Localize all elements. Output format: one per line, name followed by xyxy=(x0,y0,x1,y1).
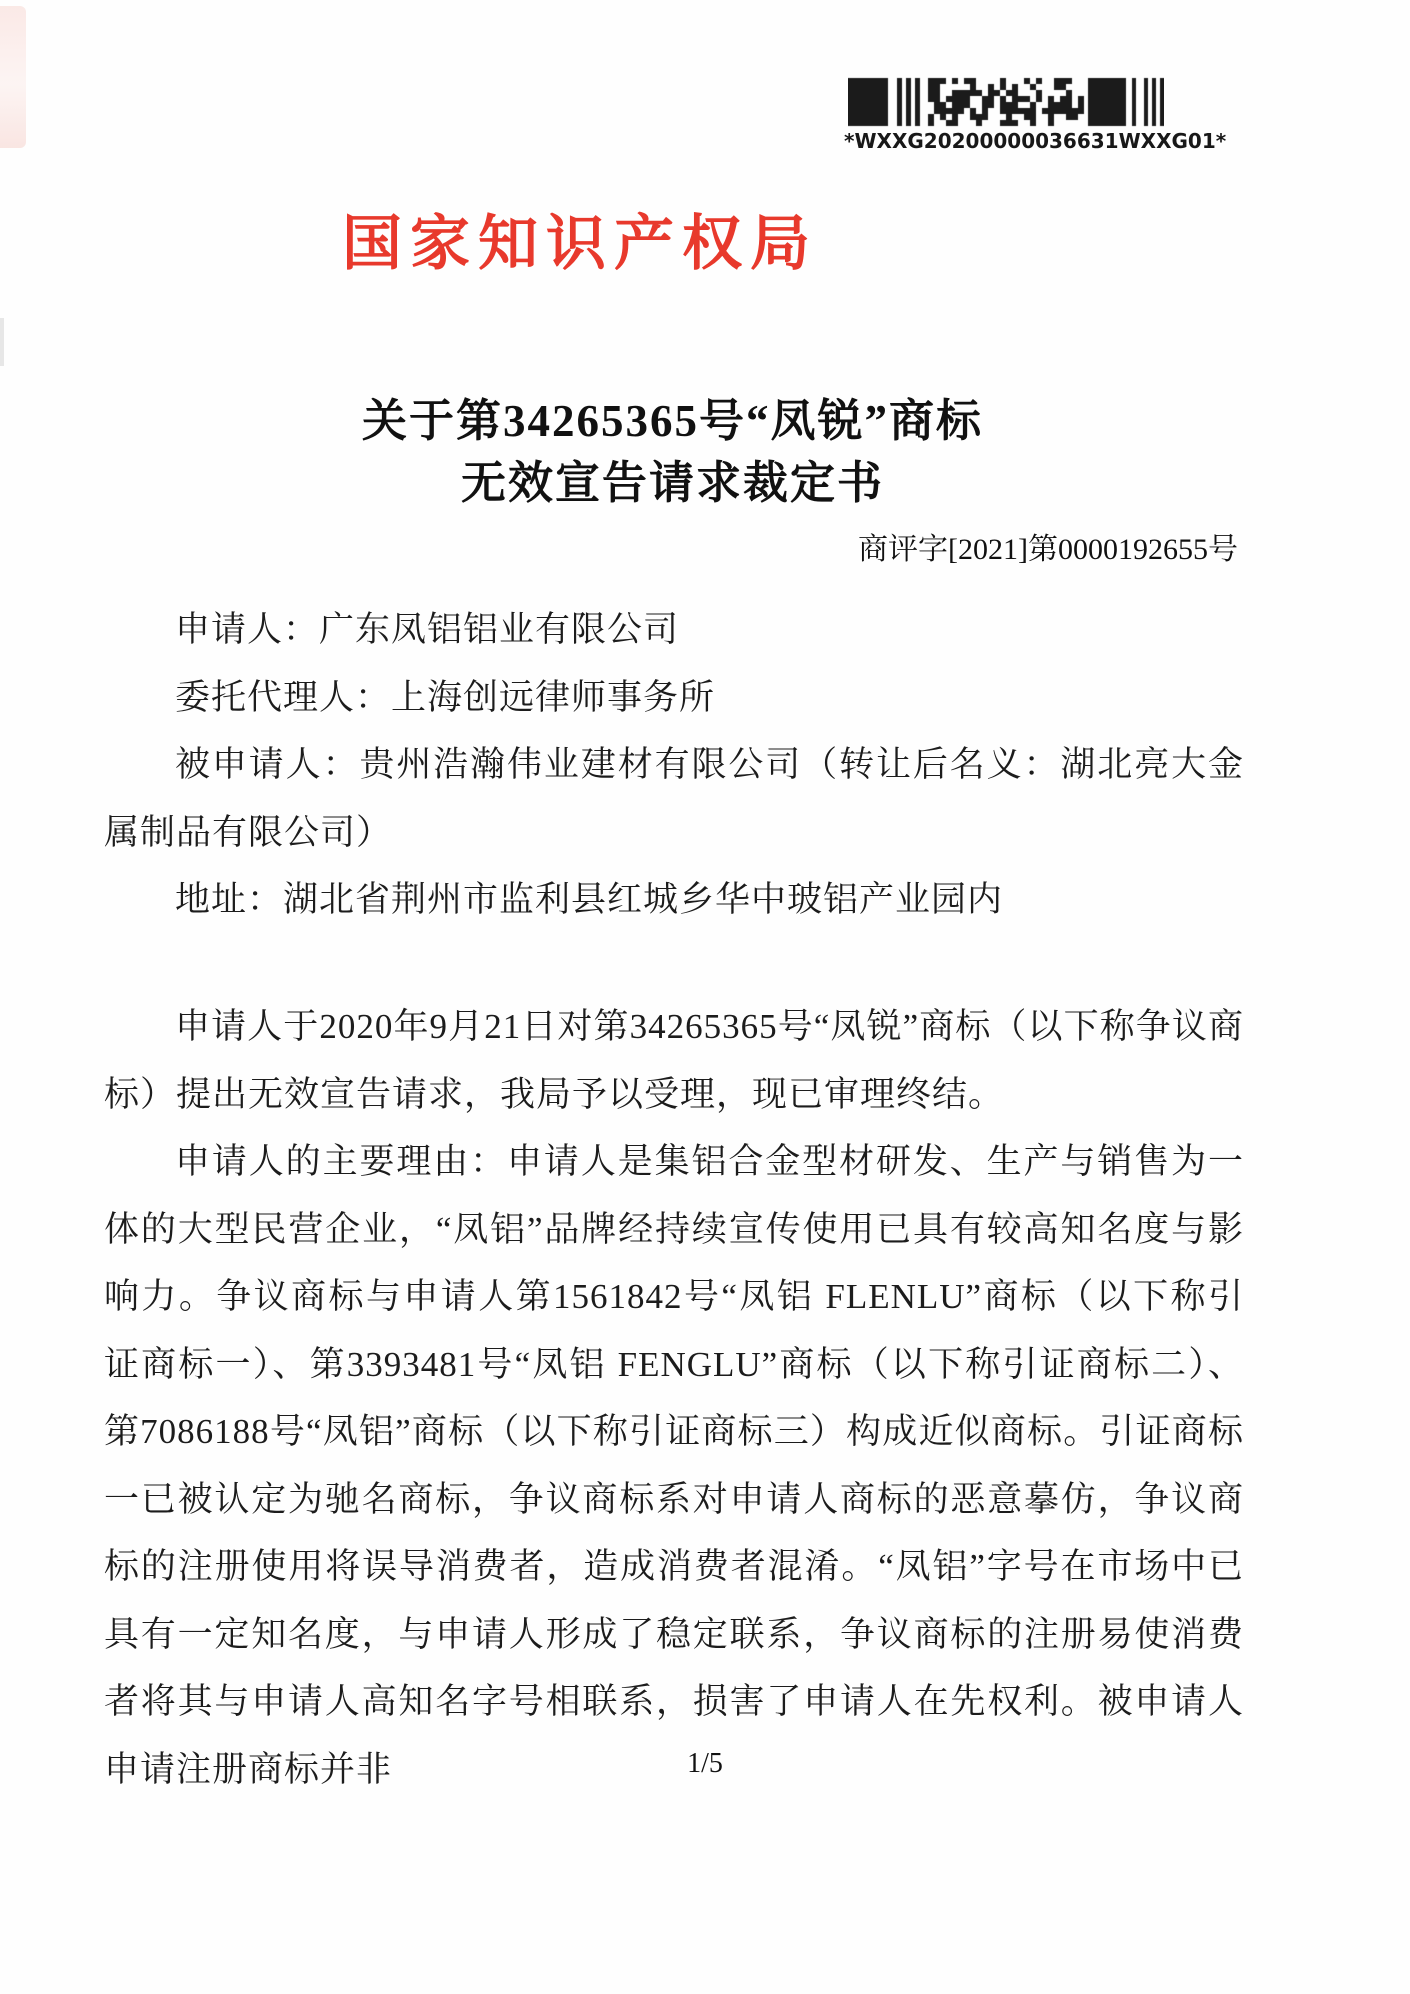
document-title-line2: 无效宣告请求裁定书 xyxy=(460,458,884,508)
document-title xyxy=(105,390,1240,514)
scan-edge-artifact xyxy=(0,318,4,366)
ruling-body xyxy=(104,993,1244,1803)
scan-artifact-mark xyxy=(0,6,26,148)
document-title-line1: 关于第34265365号“凤锐”商标 xyxy=(361,396,983,446)
address-line: 地址：湖北省荆州市监利县红城乡华中玻铝产业园内 xyxy=(175,880,1004,919)
body-paragraph: 申请人于2020年9月21日对第34265365号“凤锐”商标（以下称争议商标）提出无效宣告请求，我局予以受理，现已审理终结。 xyxy=(104,1007,1244,1114)
parties-section xyxy=(104,596,1244,934)
barcode-block xyxy=(844,76,1227,153)
barcode-image xyxy=(848,76,1164,128)
agent-line: 委托代理人：上海创远律师事务所 xyxy=(175,677,716,717)
page-number: 1/5 xyxy=(687,1748,723,1779)
applicant-line: 申请人：广东凤铝铝业有限公司 xyxy=(175,610,680,649)
document-number: 商评字[2021]第0000192655号 xyxy=(858,533,1238,566)
agency-title: 国家知识产权局 xyxy=(342,211,818,277)
respondent-line: 被申请人：贵州浩瀚伟业建材有限公司（转让后名义：湖北亮大金属制品有限公司） xyxy=(104,745,1244,852)
barcode-text: *WXXG20200000036631WXXG01* xyxy=(844,129,1227,153)
body-paragraph: 申请人的主要理由：申请人是集铝合金型材研发、生产与销售为一体的大型民营企业，“凤铝”品牌经持续宣传使用已具有较高知名度与影响力。争议商标与申请人第1561842号“凤铝 FLENLU”商标（以下称引证商标一）、第3393481号“凤铝 FENGLU”商标（以下称引证商标二）、第7086188号“凤铝”商标（以下称引证商标三）构成近似商标。引证商标一已被认定为驰名商标，争议商标系对申请人商标的恶意摹仿，争议商标的注册使用将误导消费者，造成消费者混淆。“凤铝”字号在市场中已具有一定知名度，与申请人形成了稳定联系，争议商标的注册易使消费者将其与申请人高知名字号相联系，损害了申请人在先权利。被申请人申请注册商标并非 xyxy=(104,1142,1244,1789)
